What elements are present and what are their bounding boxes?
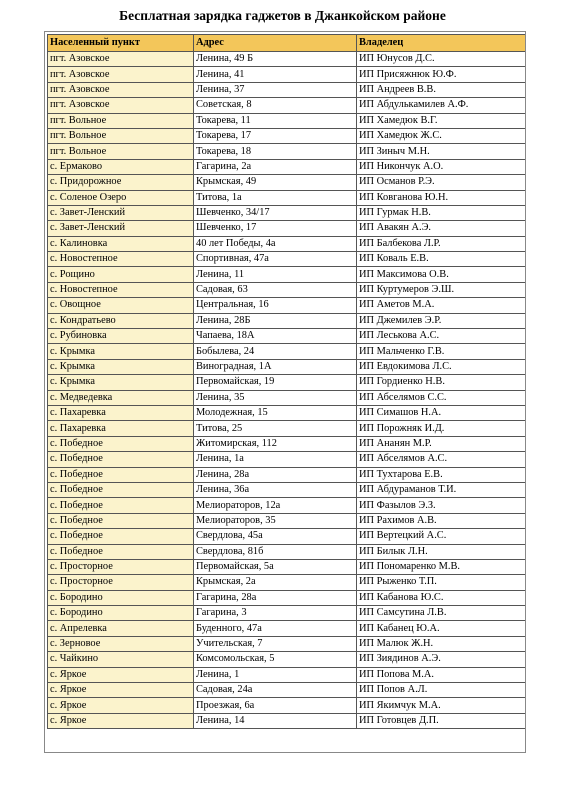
cell-address: Титова, 25 xyxy=(194,421,357,436)
cell-settlement: с. Завет-Ленский xyxy=(48,205,194,220)
cell-address: Проезжая, 6а xyxy=(194,698,357,713)
table-row xyxy=(48,482,526,497)
cell-address: Чапаева, 18А xyxy=(194,329,357,344)
cell-owner: ИП Зиядинов А.Э. xyxy=(357,652,526,667)
cell-settlement: с. Победное xyxy=(48,482,194,497)
cell-address: Садовая, 63 xyxy=(194,282,357,297)
cell-owner: ИП Попов А.Л. xyxy=(357,683,526,698)
cell-address: Гагарина, 3 xyxy=(194,606,357,621)
cell-address: Гагарина, 28а xyxy=(194,590,357,605)
cell-settlement: с. Кондратьево xyxy=(48,313,194,328)
table-row xyxy=(48,298,526,313)
cell-settlement: с. Крымка xyxy=(48,359,194,374)
table-row xyxy=(48,113,526,128)
cell-owner: ИП Османов Р.Э. xyxy=(357,175,526,190)
cell-address: Ленина, 37 xyxy=(194,82,357,97)
charging-points-table xyxy=(47,34,526,729)
table-row xyxy=(48,359,526,374)
cell-owner: ИП Симашов Н.А. xyxy=(357,405,526,420)
table-row xyxy=(48,128,526,143)
cell-settlement: пгт. Вольное xyxy=(48,144,194,159)
table-row xyxy=(48,590,526,605)
table-row xyxy=(48,252,526,267)
table-row xyxy=(48,621,526,636)
table-body xyxy=(48,52,526,729)
table-row xyxy=(48,82,526,97)
cell-owner: ИП Леськова А.С. xyxy=(357,329,526,344)
cell-address: Первомайская, 19 xyxy=(194,375,357,390)
cell-address: Спортивная, 47а xyxy=(194,252,357,267)
table-row xyxy=(48,344,526,359)
table-row xyxy=(48,636,526,651)
cell-owner: ИП Гордиенко Н.В. xyxy=(357,375,526,390)
cell-owner: ИП Попова М.А. xyxy=(357,667,526,682)
table-row xyxy=(48,221,526,236)
cell-settlement: с. Ермаково xyxy=(48,159,194,174)
cell-settlement: пгт. Азовское xyxy=(48,98,194,113)
cell-owner: ИП Коваль Е.В. xyxy=(357,252,526,267)
cell-owner: ИП Билык Л.Н. xyxy=(357,544,526,559)
cell-owner: ИП Рыженко Т.П. xyxy=(357,575,526,590)
cell-owner: ИП Порожняк И.Д. xyxy=(357,421,526,436)
table-row xyxy=(48,713,526,728)
column-header-owner: Владелец xyxy=(357,35,526,52)
cell-address: Ленина, 35 xyxy=(194,390,357,405)
cell-settlement: пгт. Азовское xyxy=(48,67,194,82)
cell-address: Токарева, 17 xyxy=(194,128,357,143)
table-row xyxy=(48,159,526,174)
cell-address: Житомирская, 112 xyxy=(194,436,357,451)
cell-settlement: с. Новостепное xyxy=(48,282,194,297)
cell-owner: ИП Абдулькамилев А.Ф. xyxy=(357,98,526,113)
table-row xyxy=(48,175,526,190)
cell-settlement: пгт. Вольное xyxy=(48,113,194,128)
table-row xyxy=(48,205,526,220)
cell-settlement: с. Калиновка xyxy=(48,236,194,251)
table-row xyxy=(48,575,526,590)
cell-owner: ИП Балбекова Л.Р. xyxy=(357,236,526,251)
table-row xyxy=(48,513,526,528)
cell-owner: ИП Авакян А.Э. xyxy=(357,221,526,236)
cell-settlement: с. Победное xyxy=(48,452,194,467)
cell-owner: ИП Андреев В.В. xyxy=(357,82,526,97)
cell-owner: ИП Кабанова Ю.С. xyxy=(357,590,526,605)
cell-address: Учительская, 7 xyxy=(194,636,357,651)
table-row xyxy=(48,375,526,390)
cell-settlement: пгт. Азовское xyxy=(48,52,194,67)
cell-settlement: с. Яркое xyxy=(48,698,194,713)
cell-owner: ИП Абселямов А.С. xyxy=(357,452,526,467)
cell-address: Молодежная, 15 xyxy=(194,405,357,420)
cell-settlement: с. Яркое xyxy=(48,667,194,682)
cell-owner: ИП Вертецкий А.С. xyxy=(357,529,526,544)
cell-owner: ИП Кабанец Ю.А. xyxy=(357,621,526,636)
table-row xyxy=(48,390,526,405)
cell-address: Крымская, 2а xyxy=(194,575,357,590)
cell-owner: ИП Присяжнюк Ю.Ф. xyxy=(357,67,526,82)
cell-address: Буденного, 47а xyxy=(194,621,357,636)
cell-settlement: с. Рубиновка xyxy=(48,329,194,344)
cell-owner: ИП Евдокимова Л.С. xyxy=(357,359,526,374)
cell-address: Шевченко, 34/17 xyxy=(194,205,357,220)
cell-settlement: с. Крымка xyxy=(48,344,194,359)
table-row xyxy=(48,544,526,559)
cell-settlement: с. Бородино xyxy=(48,590,194,605)
cell-settlement: с. Победное xyxy=(48,529,194,544)
cell-settlement: с. Соленое Озеро xyxy=(48,190,194,205)
cell-settlement: с. Овощное xyxy=(48,298,194,313)
table-row xyxy=(48,236,526,251)
table-row xyxy=(48,67,526,82)
table-row xyxy=(48,144,526,159)
cell-address: Мелиораторов, 35 xyxy=(194,513,357,528)
cell-owner: ИП Малюк Ж.Н. xyxy=(357,636,526,651)
table-row xyxy=(48,498,526,513)
table-row xyxy=(48,529,526,544)
table-row xyxy=(48,559,526,574)
table-row xyxy=(48,452,526,467)
cell-address: Виноградная, 1А xyxy=(194,359,357,374)
cell-owner: ИП Максимова О.В. xyxy=(357,267,526,282)
cell-address: Ленина, 1а xyxy=(194,452,357,467)
cell-settlement: с. Просторное xyxy=(48,559,194,574)
table-row xyxy=(48,683,526,698)
cell-address: Токарева, 18 xyxy=(194,144,357,159)
cell-address: 40 лет Победы, 4а xyxy=(194,236,357,251)
cell-settlement: с. Пахаревка xyxy=(48,405,194,420)
cell-address: Крымская, 49 xyxy=(194,175,357,190)
cell-owner: ИП Хамедюк В.Г. xyxy=(357,113,526,128)
table-row xyxy=(48,329,526,344)
cell-address: Гагарина, 2а xyxy=(194,159,357,174)
cell-address: Мелиораторов, 12а xyxy=(194,498,357,513)
cell-address: Ленина, 11 xyxy=(194,267,357,282)
cell-address: Садовая, 24а xyxy=(194,683,357,698)
cell-address: Шевченко, 17 xyxy=(194,221,357,236)
cell-owner: ИП Абдураманов Т.И. xyxy=(357,482,526,497)
table-row xyxy=(48,405,526,420)
cell-address: Свердлова, 45а xyxy=(194,529,357,544)
column-header-address: Адрес xyxy=(194,35,357,52)
cell-settlement: с. Рощино xyxy=(48,267,194,282)
cell-settlement: с. Чайкино xyxy=(48,652,194,667)
cell-settlement: с. Победное xyxy=(48,498,194,513)
cell-address: Титова, 1а xyxy=(194,190,357,205)
table-row xyxy=(48,467,526,482)
cell-address: Свердлова, 81б xyxy=(194,544,357,559)
cell-settlement: с. Яркое xyxy=(48,713,194,728)
cell-address: Бобылева, 24 xyxy=(194,344,357,359)
cell-settlement: с. Завет-Ленский xyxy=(48,221,194,236)
cell-address: Ленина, 28Б xyxy=(194,313,357,328)
cell-owner: ИП Джемилев Э.Р. xyxy=(357,313,526,328)
cell-owner: ИП Гурмак Н.В. xyxy=(357,205,526,220)
cell-owner: ИП Ковганова Ю.Н. xyxy=(357,190,526,205)
table-row xyxy=(48,421,526,436)
cell-address: Комсомольская, 5 xyxy=(194,652,357,667)
cell-address: Ленина, 36а xyxy=(194,482,357,497)
table-row xyxy=(48,52,526,67)
cell-settlement: с. Пахаревка xyxy=(48,421,194,436)
cell-address: Ленина, 41 xyxy=(194,67,357,82)
cell-settlement: с. Крымка xyxy=(48,375,194,390)
cell-settlement: с. Победное xyxy=(48,436,194,451)
cell-owner: ИП Мальченко Г.В. xyxy=(357,344,526,359)
cell-settlement: пгт. Азовское xyxy=(48,82,194,97)
cell-owner: ИП Юнусов Д.С. xyxy=(357,52,526,67)
cell-owner: ИП Абселямов С.С. xyxy=(357,390,526,405)
cell-settlement: с. Новостепное xyxy=(48,252,194,267)
table-row xyxy=(48,436,526,451)
cell-address: Токарева, 11 xyxy=(194,113,357,128)
cell-settlement: с. Зерновое xyxy=(48,636,194,651)
table-row xyxy=(48,98,526,113)
cell-address: Первомайская, 5а xyxy=(194,559,357,574)
cell-address: Центральная, 16 xyxy=(194,298,357,313)
cell-owner: ИП Аметов М.А. xyxy=(357,298,526,313)
cell-settlement: с. Придорожное xyxy=(48,175,194,190)
cell-settlement: пгт. Вольное xyxy=(48,128,194,143)
cell-settlement: с. Победное xyxy=(48,467,194,482)
table-row xyxy=(48,282,526,297)
cell-settlement: с. Яркое xyxy=(48,683,194,698)
cell-owner: ИП Готовцев Д.П. xyxy=(357,713,526,728)
cell-address: Ленина, 1 xyxy=(194,667,357,682)
table-row xyxy=(48,698,526,713)
cell-owner: ИП Куртумеров Э.Ш. xyxy=(357,282,526,297)
cell-owner: ИП Хамедюк Ж.С. xyxy=(357,128,526,143)
cell-settlement: с. Победное xyxy=(48,544,194,559)
table-row xyxy=(48,267,526,282)
cell-owner: ИП Тухтарова Е.В. xyxy=(357,467,526,482)
cell-settlement: с. Медведевка xyxy=(48,390,194,405)
cell-owner: ИП Зиныч М.Н. xyxy=(357,144,526,159)
table-header-row xyxy=(48,35,526,52)
cell-address: Советская, 8 xyxy=(194,98,357,113)
cell-address: Ленина, 49 Б xyxy=(194,52,357,67)
column-header-settlement: Населенный пункт xyxy=(48,35,194,52)
cell-owner: ИП Якимчук М.А. xyxy=(357,698,526,713)
cell-settlement: с. Апрелевка xyxy=(48,621,194,636)
cell-owner: ИП Фазылов Э.З. xyxy=(357,498,526,513)
cell-address: Ленина, 28а xyxy=(194,467,357,482)
table-row xyxy=(48,652,526,667)
cell-settlement: с. Бородино xyxy=(48,606,194,621)
cell-owner: ИП Рахимов А.В. xyxy=(357,513,526,528)
cell-address: Ленина, 14 xyxy=(194,713,357,728)
table-row xyxy=(48,313,526,328)
cell-settlement: с. Победное xyxy=(48,513,194,528)
table-row xyxy=(48,606,526,621)
cell-settlement: с. Просторное xyxy=(48,575,194,590)
table-row xyxy=(48,190,526,205)
cell-owner: ИП Самсутина Л.В. xyxy=(357,606,526,621)
table-row xyxy=(48,667,526,682)
cell-owner: ИП Ананян М.Р. xyxy=(357,436,526,451)
page-title: Бесплатная зарядка гаджетов в Джанкойском районе xyxy=(119,8,446,23)
cell-owner: ИП Никончук А.О. xyxy=(357,159,526,174)
cell-owner: ИП Пономаренко М.В. xyxy=(357,559,526,574)
